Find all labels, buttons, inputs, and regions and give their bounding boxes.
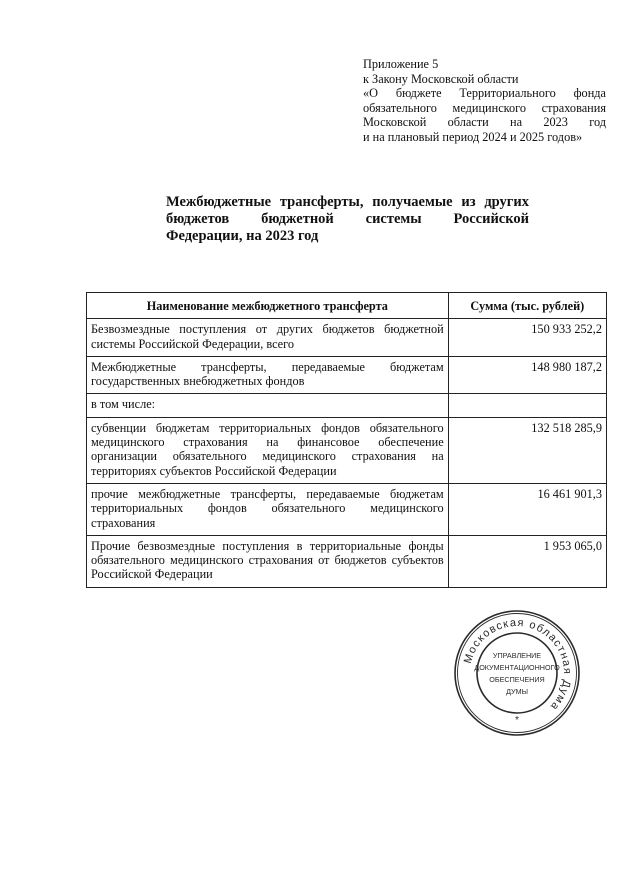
- transfer-name: Прочие безвозмездные поступления в территориальные фонды обязательного медицинского страхования от бюджетов субъектов Российской Федерации: [87, 535, 449, 587]
- seal-center-line: ДУМЫ: [506, 687, 528, 696]
- seal-inner-ring: [477, 633, 557, 713]
- transfer-amount: [448, 394, 606, 417]
- appendix-line: к Закону Московской области: [363, 71, 519, 86]
- transfer-name: в том числе:: [87, 394, 449, 417]
- title-line: бюджетов бюджетной системы Российской: [166, 211, 529, 227]
- table-row: [87, 535, 607, 587]
- table-row: [87, 356, 607, 394]
- seal-star: *: [515, 715, 519, 726]
- table-row: [87, 417, 607, 483]
- transfer-name: Межбюджетные трансферты, передаваемые бюджетам государственных внебюджетных фондов: [87, 356, 449, 394]
- transfer-amount: 16 461 901,3: [448, 483, 606, 535]
- table-row: [87, 394, 607, 417]
- column-header-name: Наименование межбюджетного трансферта: [87, 293, 449, 319]
- transfers-table: [86, 292, 607, 588]
- appendix-line: «О бюджете Территориального фонда: [363, 86, 606, 101]
- appendix-line: и на плановый период 2024 и 2025 годов»: [363, 129, 583, 144]
- transfer-amount: 148 980 187,2: [448, 356, 606, 394]
- appendix-line: Московской области на 2023 год: [363, 115, 606, 130]
- transfer-name: субвенции бюджетам территориальных фондов обязательного медицинского страхования на финансовое обеспечение организации обязательного медицинского страхования на территориях субъектов Российской Федерации: [87, 417, 449, 483]
- seal-ring-text: Московская областная Дума: [461, 616, 574, 714]
- transfer-name: Безвозмездные поступления от других бюджетов бюджетной системы Российской Федерации, всего: [87, 319, 449, 357]
- appendix-line: Приложение 5: [363, 57, 439, 71]
- title-line: Федерации, на 2023 год: [166, 228, 319, 244]
- table-row: [87, 483, 607, 535]
- appendix-line: обязательного медицинского страхования: [363, 100, 606, 115]
- transfer-amount: 132 518 285,9: [448, 417, 606, 483]
- appendix-note: [363, 57, 606, 145]
- table-row: [87, 319, 607, 357]
- seal-center-line: УПРАВЛЕНИЕ: [492, 651, 542, 660]
- title-line: Межбюджетные трансферты, получаемые из других: [166, 194, 529, 210]
- document-title: [166, 194, 529, 245]
- transfer-name: прочие межбюджетные трансферты, передаваемые бюджетам территориальных фондов обязательного медицинского страхования: [87, 483, 449, 535]
- transfer-amount: 1 953 065,0: [448, 535, 606, 587]
- transfer-amount: 150 933 252,2: [448, 319, 606, 357]
- column-header-amount: Сумма (тыс. рублей): [448, 293, 606, 319]
- official-seal-stamp: [453, 609, 581, 737]
- table-header-row: [87, 293, 607, 319]
- seal-center-line: ДОКУМЕНТАЦИОННОГО: [474, 663, 560, 672]
- seal-center-line: ОБЕСПЕЧЕНИЯ: [489, 675, 545, 684]
